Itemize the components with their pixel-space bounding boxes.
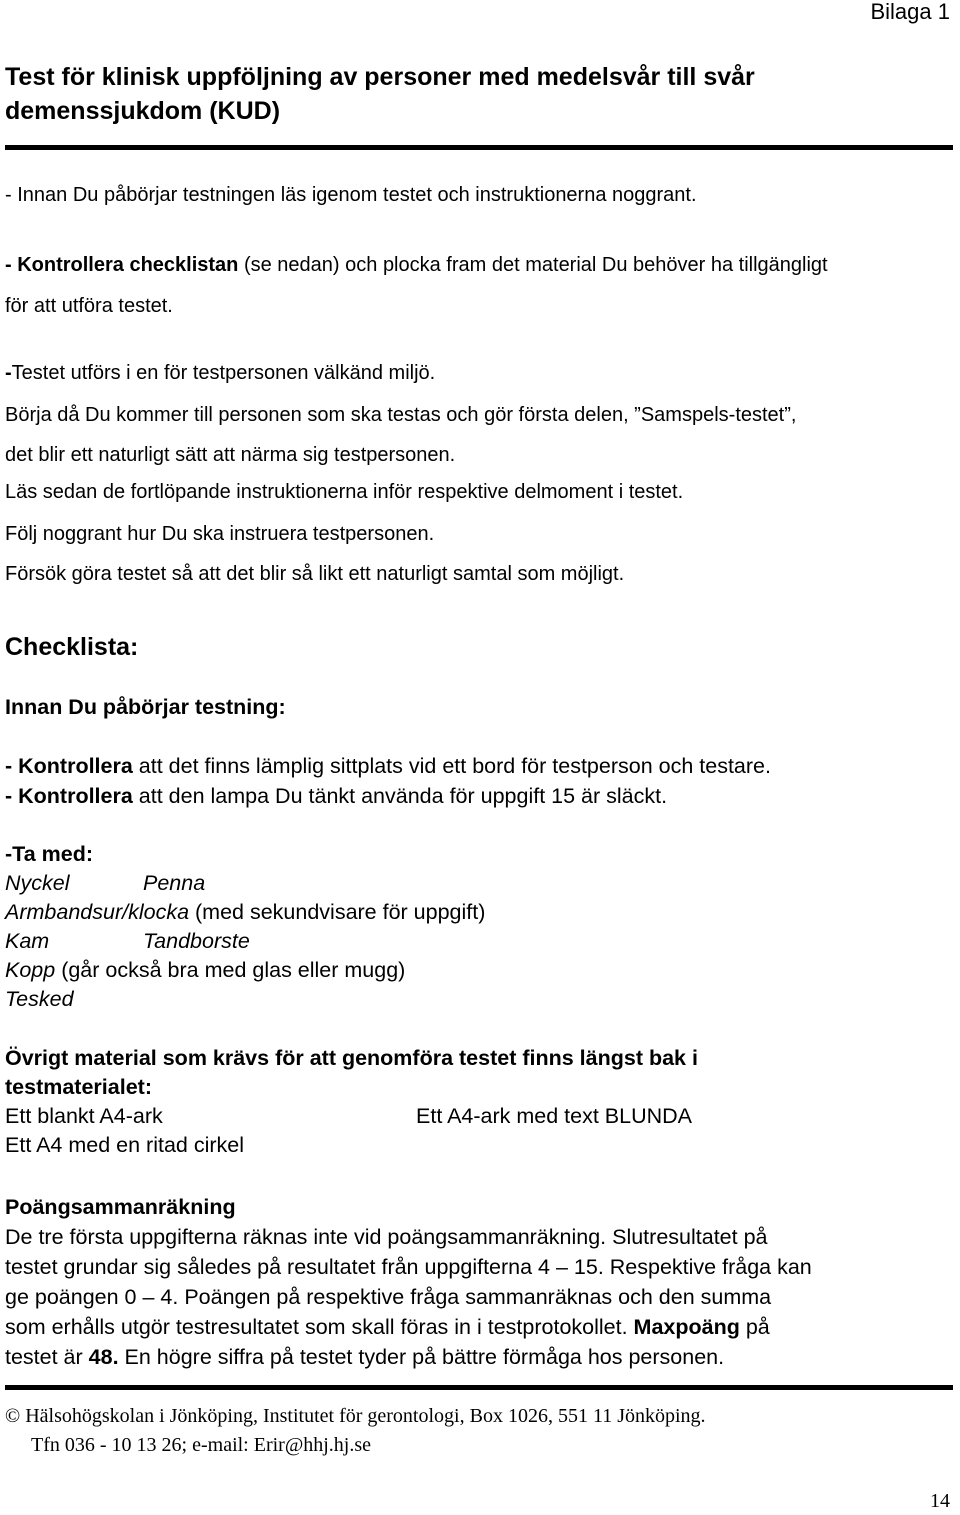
material-item-blank-sheet: Ett blankt A4-ark (5, 1104, 163, 1128)
scoring-line-2: testet grundar sig således på resultatet från uppgifterna 4 – 15. Respektive fråga kan (5, 1255, 812, 1279)
scoring-line-4 (5, 1312, 812, 1342)
intro-p5: det blir ett naturligt sätt att närma sig testpersonen. (5, 444, 456, 466)
material-heading-line-2: testmaterialet: (5, 1075, 152, 1099)
bring-item-watch-name: Armbandsur/klocka (5, 900, 190, 924)
checklist-heading: Checklista: (5, 633, 139, 661)
bring-heading: -Ta med: (5, 842, 93, 866)
bring-item-watch (5, 899, 485, 925)
title-line-1: Test för klinisk uppföljning av personer med medelsvår till svår (5, 63, 755, 91)
before-testing-heading: Innan Du påbörjar testning: (5, 695, 286, 719)
intro-p2-prefix: - Kontrollera checklistan (5, 254, 239, 276)
bring-item-cup-note: (går också bra med glas eller mugg) (55, 958, 406, 982)
intro-p1: - Innan Du påbörjar testningen läs igenom testet och instruktionerna noggrant. (5, 184, 697, 206)
check-item-2 (5, 783, 667, 809)
scoring-line-4-a: som erhålls utgör testresultatet som skall föras in i testprotokollet. (5, 1315, 634, 1339)
scoring-text (5, 1222, 812, 1372)
check-item-1-bold: - Kontrollera (5, 754, 133, 778)
footer-copyright: © Hälsohögskolan i Jönköping, Institutet för gerontologi, Box 1026, 551 11 Jönköping. (5, 1405, 706, 1427)
bring-item-cup-name: Kopp (5, 958, 56, 982)
bring-item-watch-note: (med sekundvisare för uppgift) (189, 900, 486, 924)
bring-item-cup (5, 957, 405, 983)
footer-contact: Tfn 036 - 10 13 26; e-mail: Erir@hhj.hj.se (31, 1434, 372, 1456)
check-item-2-text: att den lampa Du tänkt använda för uppgift 15 är släckt. (132, 784, 668, 808)
scoring-line-5 (5, 1342, 812, 1372)
bring-item-spoon: Tesked (5, 987, 74, 1011)
intro-p8: Försök göra testet så att det blir så likt ett naturligt samtal som möjligt. (5, 563, 625, 585)
scoring-line-1: De tre första uppgifterna räknas inte vid poängsammanräkning. Slutresultatet på (5, 1225, 768, 1249)
bottom-rule (5, 1385, 953, 1390)
intro-p2-line2: för att utföra testet. (5, 295, 173, 317)
check-item-1 (5, 753, 771, 779)
intro-p2 (5, 253, 828, 277)
intro-p2-rest: (se nedan) och plocka fram det material Du behöver ha tillgängligt (238, 254, 828, 276)
check-item-1-text: att det finns lämplig sittplats vid ett bord för testperson och testare. (132, 754, 771, 778)
max-score-label: Maxpoäng (633, 1315, 740, 1339)
material-item-circle-sheet: Ett A4 med en ritad cirkel (5, 1133, 244, 1157)
scoring-heading: Poängsammanräkning (5, 1195, 236, 1219)
scoring-line-5-a: testet är (5, 1345, 89, 1369)
material-heading-line-1: Övrigt material som krävs för att genomföra testet finns längst bak i (5, 1046, 698, 1070)
intro-p3-prefix: - (5, 362, 12, 384)
intro-p7: Följ noggrant hur Du ska instruera testpersonen. (5, 523, 435, 545)
material-heading (5, 1044, 698, 1102)
max-score-value: 48. (88, 1345, 119, 1369)
intro-p3 (5, 361, 435, 385)
bring-item-comb: Kam (5, 929, 50, 953)
intro-p3-rest: Testet utförs i en för testpersonen välkänd miljö. (11, 362, 436, 384)
page-title (5, 60, 755, 128)
scoring-line-5-c: En högre siffra på testet tyder på bättre förmåga hos personen. (118, 1345, 725, 1369)
intro-p6: Läs sedan de fortlöpande instruktionerna inför respektive delmoment i testet. (5, 481, 684, 503)
bring-item-pen: Penna (143, 871, 206, 895)
annex-label: Bilaga 1 (870, 0, 950, 24)
bring-item-key: Nyckel (5, 871, 70, 895)
top-rule (5, 145, 953, 150)
bring-item-toothbrush: Tandborste (143, 929, 250, 953)
title-line-2: demenssjukdom (KUD) (5, 97, 281, 125)
check-item-2-bold: - Kontrollera (5, 784, 133, 808)
material-item-blunda-sheet: Ett A4-ark med text BLUNDA (416, 1104, 693, 1128)
scoring-line-3: ge poängen 0 – 4. Poängen på respektive fråga sammanräknas och den summa (5, 1285, 772, 1309)
scoring-line-4-c: på (739, 1315, 770, 1339)
page-number: 14 (930, 1490, 950, 1512)
intro-p4: Börja då Du kommer till personen som ska testas och gör första delen, ”Samspels-testet”, (5, 404, 797, 426)
